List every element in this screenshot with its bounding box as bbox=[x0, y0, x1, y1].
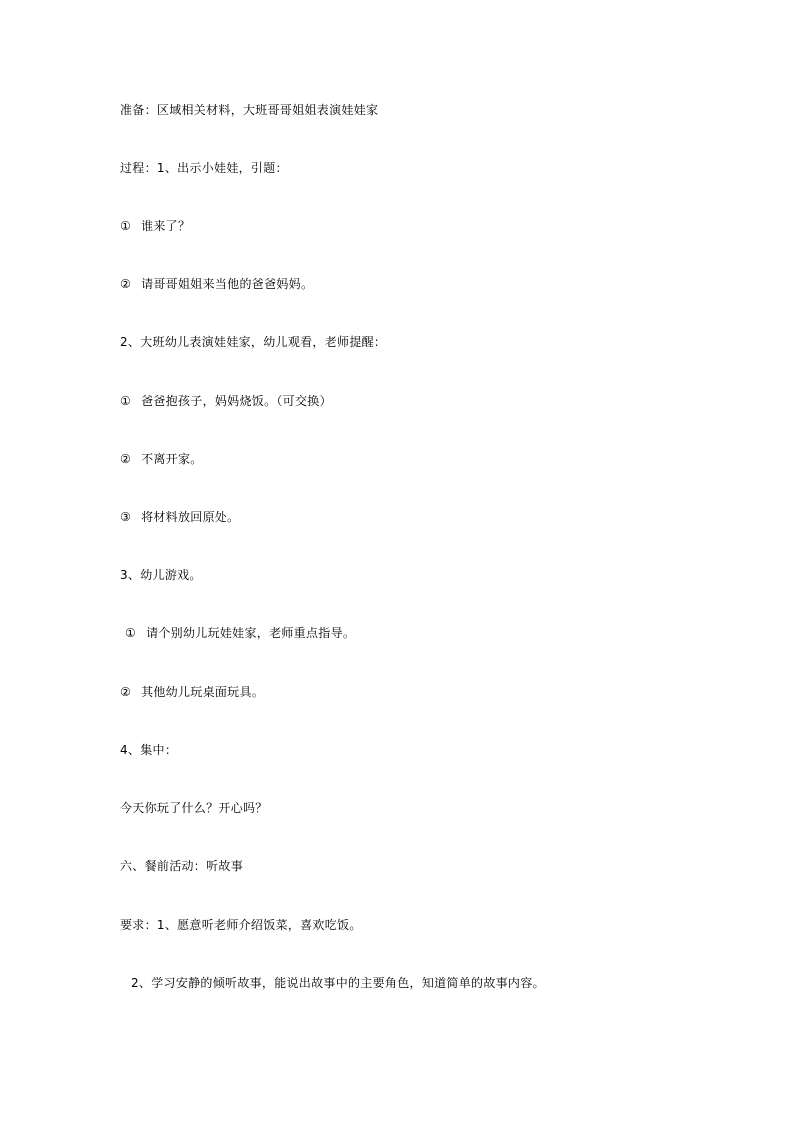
line-text: 请哥哥姐姐来当他的爸爸妈妈。 bbox=[141, 277, 314, 291]
circled-number: ② bbox=[120, 277, 132, 291]
line-text: 准备：区域相关材料，大班哥哥姐姐表演娃娃家 bbox=[120, 103, 379, 117]
line-text: 请个别幼儿玩娃娃家，老师重点指导。 bbox=[146, 626, 356, 640]
list-item bbox=[120, 218, 190, 234]
section-heading bbox=[120, 858, 243, 874]
circled-number: ② bbox=[120, 685, 132, 699]
circled-number: ② bbox=[120, 452, 132, 466]
line-text: 谁来了？ bbox=[141, 219, 191, 233]
line-text: 3、幼儿游戏。 bbox=[120, 568, 202, 582]
line-text: 2、大班幼儿表演娃娃家，幼儿观看，老师提醒： bbox=[120, 335, 387, 349]
list-item bbox=[120, 509, 239, 525]
list-item bbox=[120, 451, 203, 467]
line-text: 不离开家。 bbox=[141, 452, 203, 466]
line-text: 六、餐前活动：听故事 bbox=[120, 859, 244, 873]
line-text: 爸爸抱孩子，妈妈烧饭。（可交换） bbox=[141, 394, 332, 408]
requirement-line bbox=[120, 917, 362, 933]
line-text: 4、集中： bbox=[120, 743, 178, 757]
line-text: 今天你玩了什么？开心吗？ bbox=[120, 801, 268, 815]
circled-number: ① bbox=[120, 219, 132, 233]
process-heading bbox=[120, 160, 288, 176]
line-text: 其他幼儿玩桌面玩具。 bbox=[141, 685, 265, 699]
list-item bbox=[120, 393, 332, 409]
list-item bbox=[125, 625, 355, 641]
list-item bbox=[120, 684, 264, 700]
requirement-line bbox=[131, 975, 545, 991]
line-text: 2、学习安静的倾听故事，能说出故事中的主要角色，知道简单的故事内容。 bbox=[131, 976, 545, 990]
circled-number: ① bbox=[120, 394, 132, 408]
list-item bbox=[120, 276, 313, 292]
step-heading bbox=[120, 742, 177, 758]
step-heading bbox=[120, 334, 386, 350]
circled-number: ③ bbox=[120, 510, 132, 524]
prep-line bbox=[120, 102, 378, 118]
question-line bbox=[120, 800, 268, 816]
step-heading bbox=[120, 567, 202, 583]
line-text: 过程：1、出示小娃娃，引题： bbox=[120, 161, 288, 175]
line-text: 将材料放回原处。 bbox=[141, 510, 240, 524]
circled-number: ① bbox=[125, 626, 137, 640]
line-text: 要求：1、愿意听老师介绍饭菜，喜欢吃饭。 bbox=[120, 918, 362, 932]
